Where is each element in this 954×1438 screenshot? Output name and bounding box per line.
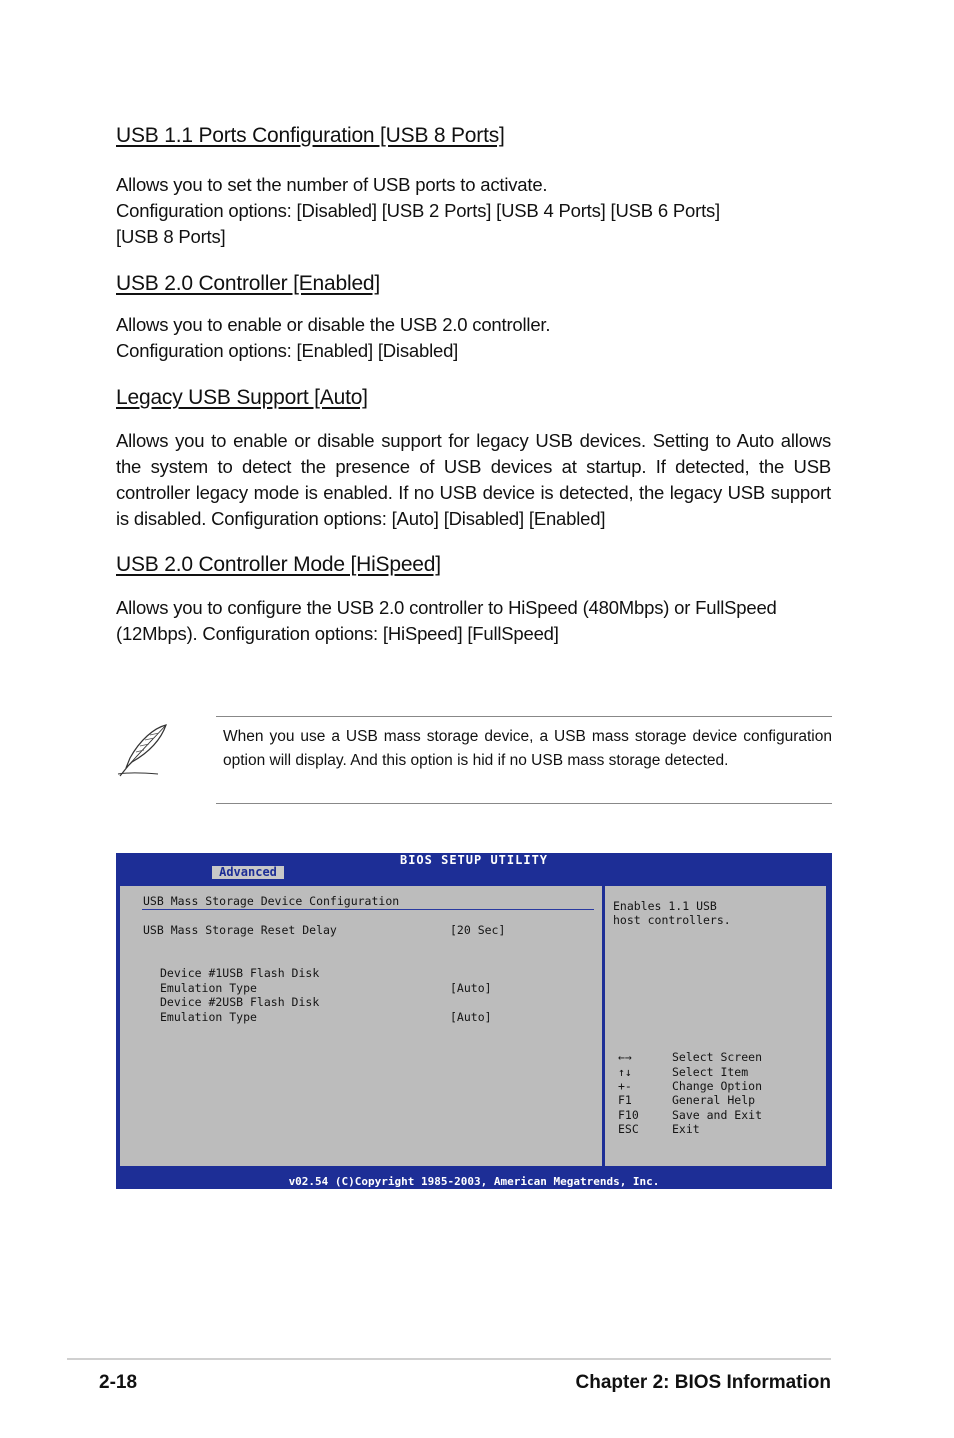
section-heading-usb20-controller: USB 2.0 Controller [Enabled] (116, 272, 381, 295)
bios-screenshot (116, 853, 832, 1189)
bios-help-panel (605, 886, 826, 1166)
key-action: Select Item (672, 1065, 749, 1079)
tab-advanced[interactable]: Advanced (212, 866, 284, 879)
device-1-emulation-label[interactable]: Emulation Type (160, 981, 257, 995)
key-f10: F10 (618, 1108, 639, 1122)
footer-divider (67, 1358, 831, 1360)
help-line: Enables 1.1 USB (613, 899, 717, 913)
bios-title: BIOS SETUP UTILITY (399, 853, 549, 867)
section-heading-legacy-usb: Legacy USB Support [Auto] (116, 386, 368, 409)
chapter-title: Chapter 2: BIOS Information (575, 1372, 831, 1393)
key-arrows-ud: ↑↓ (618, 1065, 632, 1079)
section-body-usb20-controller (116, 312, 831, 364)
key-f1: F1 (618, 1093, 632, 1107)
note-box (216, 716, 832, 804)
body-line: Allows you to enable or disable the USB 2.0 controller. (116, 314, 551, 335)
section-body-usb20-mode: Allows you to configure the USB 2.0 controller to HiSpeed (480Mbps) or FullSpeed (12Mbps). Configuration options: [HiSpeed] [FullSpeed] (116, 597, 777, 644)
bios-settings-panel (120, 886, 602, 1166)
key-plus-minus: +- (618, 1079, 632, 1093)
feather-pen-icon (116, 722, 176, 778)
key-action: Exit (672, 1122, 700, 1136)
panel-title: USB Mass Storage Device Configuration (143, 894, 400, 908)
key-action: Select Screen (672, 1050, 763, 1064)
body-line: Allows you to set the number of USB ports to activate. (116, 174, 548, 195)
key-action: Save and Exit (672, 1108, 763, 1122)
section-body-usb11-ports (116, 172, 831, 250)
note-text: When you use a USB mass storage device, a USB mass storage device configuration option will display. And this option is hid if no USB mass storage detected. (223, 728, 832, 769)
device-1-emulation-value[interactable]: [Auto] (450, 981, 492, 995)
device-2-emulation-value[interactable]: [Auto] (450, 1010, 492, 1024)
reset-delay-value[interactable]: [20 Sec] (450, 923, 506, 937)
key-action: General Help (672, 1093, 756, 1107)
reset-delay-label[interactable]: USB Mass Storage Reset Delay (143, 923, 337, 937)
bios-copyright: v02.54 (C)Copyright 1985-2003, American Megatrends, Inc. (288, 1175, 660, 1188)
help-line: host controllers. (613, 913, 731, 927)
body-line: [USB 8 Ports] (116, 226, 226, 247)
page-number: 2-18 (99, 1372, 138, 1393)
body-line: Configuration options: [Enabled] [Disabled] (116, 340, 459, 361)
panel-divider (142, 909, 594, 910)
device-1-name: Device #1USB Flash Disk (160, 966, 320, 980)
section-heading-usb20-mode: USB 2.0 Controller Mode [HiSpeed] (116, 553, 441, 576)
section-body-legacy-usb: Allows you to enable or disable support for legacy USB devices. Setting to Auto allows the system to detect the presence of USB devices at startup. If detected, the USB controller legacy mode is enabled. If no USB device is detected, the legacy USB support is disabled. Configuration options: [Auto] [Disabled] [Enabled] (116, 430, 831, 529)
key-esc: ESC (618, 1122, 639, 1136)
key-action: Change Option (672, 1079, 763, 1093)
section-heading-usb11-ports: USB 1.1 Ports Configuration [USB 8 Ports] (116, 124, 505, 147)
body-line: Configuration options: [Disabled] [USB 2 Ports] [USB 4 Ports] [USB 6 Ports] (116, 200, 721, 221)
device-2-name: Device #2USB Flash Disk (160, 995, 320, 1009)
device-2-emulation-label[interactable]: Emulation Type (160, 1010, 257, 1024)
key-arrows-lr: ←→ (618, 1050, 632, 1064)
